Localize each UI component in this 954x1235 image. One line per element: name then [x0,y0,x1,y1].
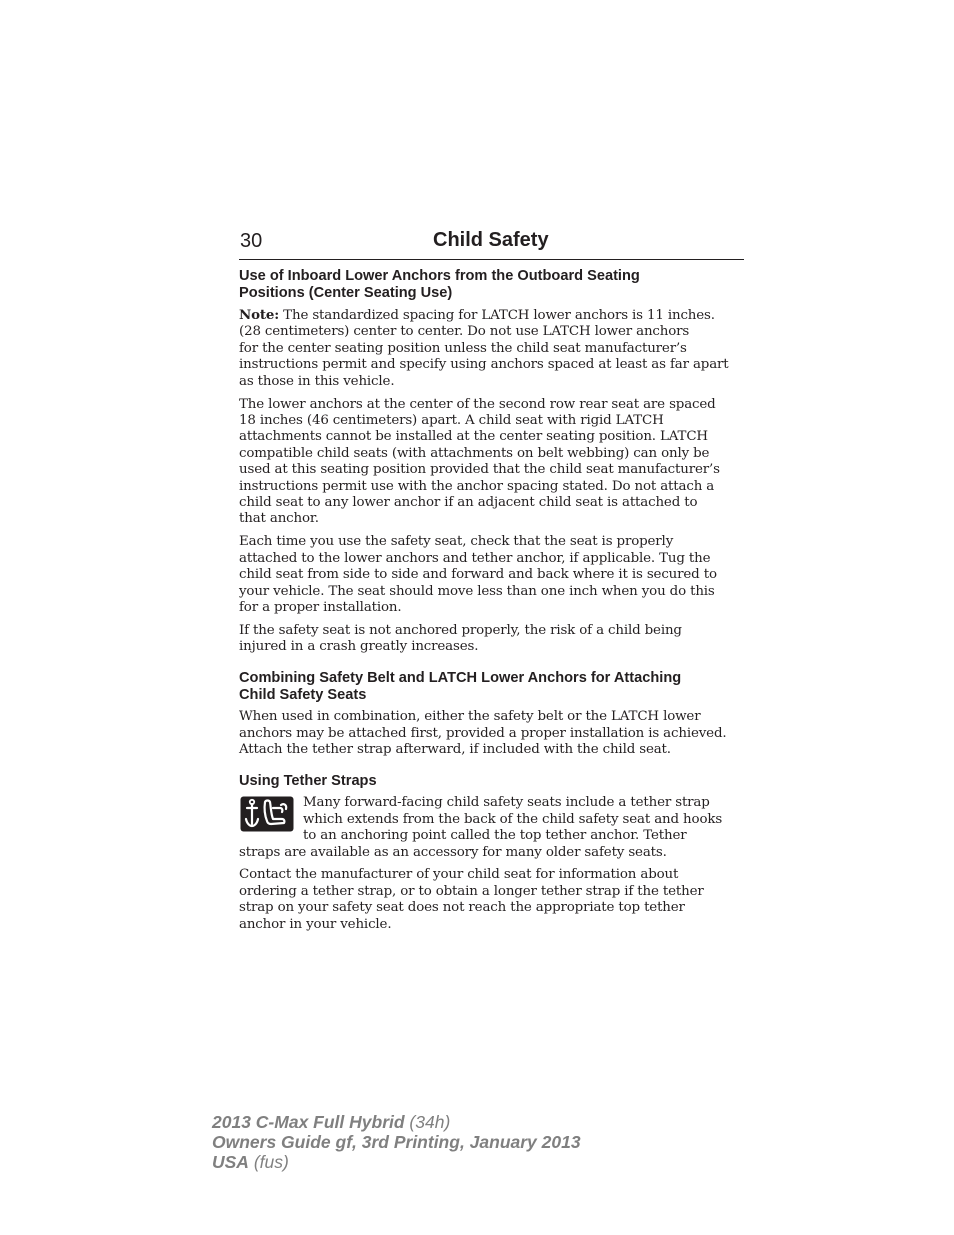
footer-line-model [212,1112,581,1132]
footer-region-code: (fus) [248,1152,289,1172]
page-header [239,229,744,260]
section-heading-combining: Combining Safety Belt and LATCH Lower Anchors for Attaching Child Safety Seats [239,670,682,703]
child-seat-tether-anchor-icon [240,796,294,832]
paragraph-combination-use: When used in combination, either the safety belt or the LATCH lower anchors may be attached first, provided a proper installation is achieved. Attach the tether strap afterward, if included with the child seat. [239,709,727,757]
tether-intro-block [239,795,744,861]
note-label: Note: [239,307,280,323]
paragraph-tether-intro-indented: Many forward-facing child safety seats include a tether strap which extends from the back of the child safety seat and hooks to an anchoring point called the top tether anchor. Tether [303,795,723,844]
note-text: The standardized spacing for LATCH lower anchors is 11 inches. (28 centimeters) center to center. Do not use LATCH lower anchors for the center seating position unless the child seat manufacturer’s instructions permit and specify using anchors spaced at least as far apart as those in this vehicle. [239,308,729,389]
footer-model-code: (34h) [404,1112,451,1132]
paragraph-check-installation: Each time you use the safety seat, check that the seat is properly attached to the lower anchors and tether anchor, if applicable. Tug the child seat from side to side and forward and back where it is secured to your vehicle. The seat should move less than one inch when you do this for a proper installation. [239,534,717,615]
chapter-title: Child Safety [433,229,549,251]
paragraph-contact-manufacturer: Contact the manufacturer of your child seat for information about ordering a tether strap, or to obtain a longer tether strap if the tether strap on your safety seat does not reach the appropriate top tether anchor in your vehicle. [239,867,704,932]
section-heading-inboard-anchors: Use of Inboard Lower Anchors from the Outboard Seating Positions (Center Seating Use) [239,268,640,301]
page-content [239,268,744,940]
page-footer [212,1112,581,1172]
paragraph-tether-intro-rest: straps are available as an accessory for many older safety seats. [239,844,667,860]
section-heading-tether-straps: Using Tether Straps [239,772,377,789]
paragraph-anchoring-risk: If the safety seat is not anchored properly, the risk of a child being injured in a crash greatly increases. [239,622,682,655]
page-number: 30 [240,230,263,252]
footer-model-name: 2013 C-Max Full Hybrid [212,1112,405,1132]
footer-printing-info: Owners Guide gf, 3rd Printing, January 2013 [212,1132,581,1152]
note-paragraph [239,307,744,390]
paragraph-lower-anchor-spacing: The lower anchors at the center of the second row rear seat are spaced 18 inches (46 centimeters) apart. A child seat with rigid LATCH attachments cannot be installed at the center seating position. LATCH compatible child seats (with attachments on belt webbing) can only be used at this seating position provided that the child seat manufacturer’s instructions permit use with the anchor spacing stated. Do not attach a child seat to any lower anchor if an adjacent child seat is attached to that anchor. [239,396,720,527]
footer-line-region [212,1152,581,1172]
footer-region: USA [212,1152,249,1172]
footer-line-printing [212,1132,581,1152]
